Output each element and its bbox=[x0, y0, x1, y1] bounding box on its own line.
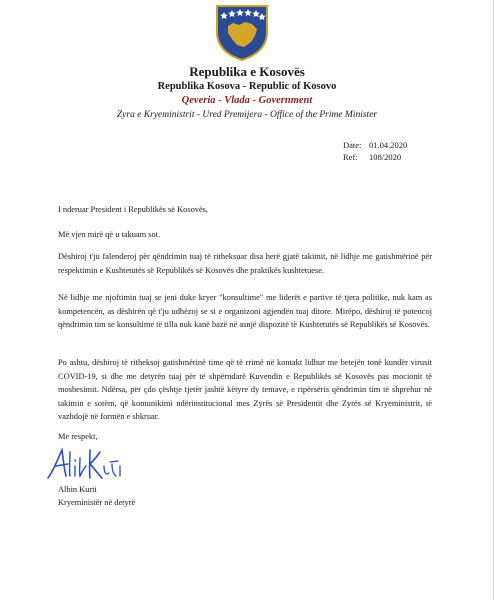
ref-line bbox=[343, 152, 401, 162]
ref-label: Ref: bbox=[343, 152, 358, 162]
signature-icon bbox=[44, 446, 124, 482]
header-country-languages: Republika Kosova - Republic of Kosovo bbox=[157, 81, 337, 92]
closing: Me respekt, bbox=[58, 432, 98, 441]
signer-title: Kryeministër në detyrë bbox=[58, 498, 136, 507]
paragraph-2: Në lidhje me njoftimin tuaj se jeni duke kryer "konsultime" me liderët e partive të tjera politike, nuk kam as kompetencën, as dëshirën që t'ju udhëzoj se si e organizoni agjendën tuaj ditore. Mirëpo, dëshiroj të potencoj qëndrimin tim se konsultime të tilla nuk kanë bazë në asnjë dispozitë të Kushtetutës së Republikës së Kosovës. bbox=[58, 293, 432, 329]
signer-name: Albin Kurti bbox=[58, 485, 97, 494]
paragraph-3: Po ashtu, dëshiroj të ritheksoj gatishmërinë time që të rrimë në kontakt lidhur me betejën tonë kundër virusit COVID-19, si dhe me detyrën tuaj për të shpërndarë Kuvendin e Republikës së Kosovës pas mocionit të mosbesimit. Ndërsa, për çdo çështje tjetër jashtë këtyre dy temave, e ripërsëris qëndrimin tim të shprehur në takimin e sotëm, që komunikimi ndërinstitucional mes Zyrës së Presidentit dhe Zyrës së Kryeministrit, të vazhdojë në formën e shkruar. bbox=[58, 358, 432, 421]
header-office: Zyra e Kryeministrit - Ured Premijera - Office of the Prime Minister bbox=[116, 110, 378, 120]
date-value: 01.04.2020 bbox=[369, 140, 408, 150]
header-country: Republika e Kosovës bbox=[189, 64, 305, 79]
ref-value: 108/2020 bbox=[369, 152, 402, 162]
date-line bbox=[343, 140, 407, 150]
salutation: I nderuar President i Republikës së Kosovës, bbox=[58, 205, 209, 214]
kosovo-emblem-icon bbox=[211, 2, 273, 62]
header-government: Qeveria - Vlada - Government bbox=[181, 95, 313, 106]
date-label: Date: bbox=[343, 140, 362, 150]
paragraph-1: Dëshiroj t'ju falenderoj për qëndrimin tuaj të ritheksuar disa herë gjatë takimit, në lidhje me gatishmërinë për respektimin e Kushtetutës së Republikës së Kosovës dhe praktikës kushtetuese. bbox=[58, 252, 432, 275]
greeting: Më vjen mirë që u takuam sot. bbox=[58, 230, 161, 239]
